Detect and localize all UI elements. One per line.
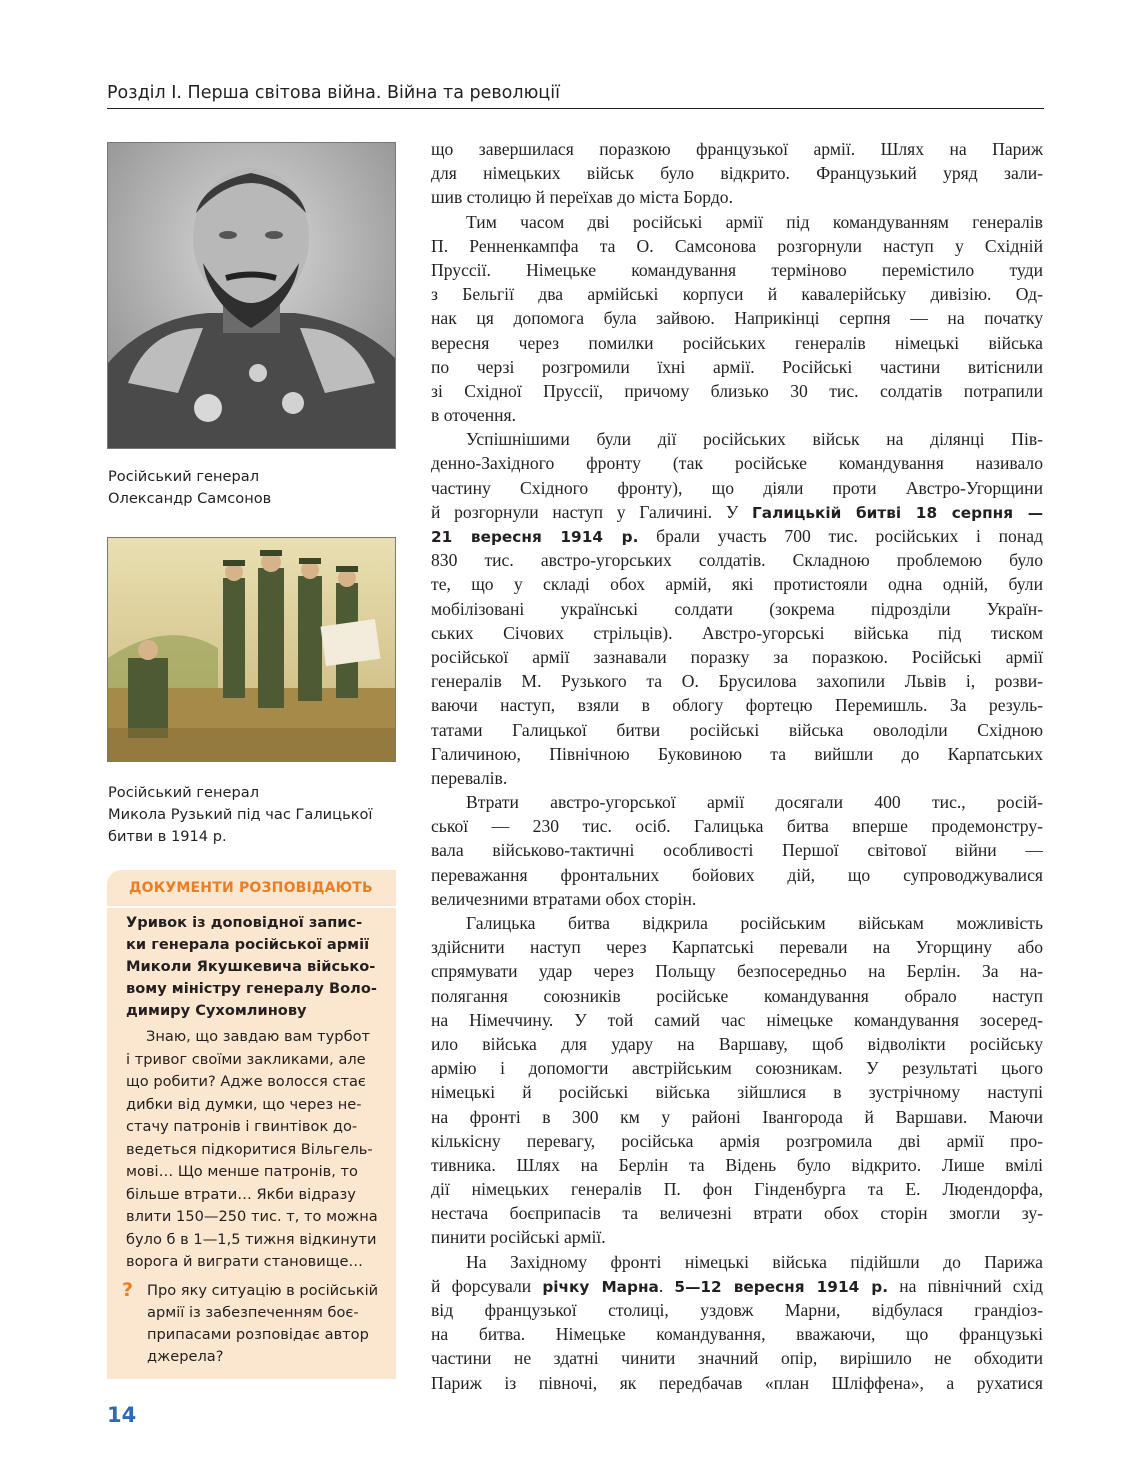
document-quote-line: більше втрати… Якби відразу	[126, 1185, 356, 1203]
text-segment: російської армії зазнавали поразку за поразкою. Російські армії	[431, 646, 1043, 667]
document-quote-line: Знаю, що завдаю вам турбот	[146, 1028, 371, 1045]
text-segment: ської — 230 тис. осіб. Галицька битва вперше продемонстру-	[431, 816, 1043, 837]
photo-samsonov-portrait	[107, 142, 396, 449]
document-quote-line: мові… Що менше патронів, то	[126, 1163, 358, 1180]
text-line	[431, 161, 1043, 185]
text-line	[431, 572, 1043, 596]
text-segment: денно-Західного фронту (так російське командування називало	[431, 453, 1043, 474]
text-segment: Успішнішими були дії російських військ на ділянці Пів-	[466, 429, 1043, 450]
text-segment: Тим часом дві російські армії під командуванням генералів	[466, 211, 1043, 232]
text-line	[431, 185, 1043, 209]
text-line	[431, 1008, 1043, 1032]
text-line	[431, 984, 1043, 1008]
text-line	[431, 1105, 1043, 1129]
battle-illustration-image	[108, 538, 395, 761]
document-title-line: Уривок із доповідної запис-	[126, 914, 363, 931]
document-title-line: димиру Сухомлинову	[126, 1002, 307, 1019]
emphasis-term: Галицькій битві 18 серпня —	[752, 503, 1043, 522]
text-line	[431, 234, 1043, 258]
caption-line: Російський генерал	[108, 468, 260, 485]
text-segment: що завершилася поразкою французької армії. Шлях на Париж	[431, 139, 1043, 159]
text-segment: й форсували	[431, 1275, 543, 1296]
caption-line: Микола Рузький під час Галицької	[108, 806, 373, 823]
text-segment: 830 тис. австро-угорських солдатів. Складною проблемою було	[431, 550, 1043, 571]
text-line	[431, 863, 1043, 887]
document-quote-line: що робити? Адже волосся стає	[126, 1073, 366, 1090]
text-line	[431, 669, 1043, 693]
text-line	[431, 1346, 1043, 1370]
text-segment: частину Східного фронту), що діяли проти Австро-Угорщини	[431, 477, 1043, 498]
page-number: 14	[107, 1403, 137, 1427]
text-line	[431, 451, 1043, 475]
text-line	[431, 766, 1043, 790]
text-segment: брали участь 700 тис. російських і понад	[638, 526, 1043, 546]
text-segment: нак ця допомога була зайвою. Наприкінці серпня — на початку	[431, 308, 1043, 329]
text-segment: татами Галицької битви російські війська оволоділи Східною	[431, 719, 1043, 740]
text-segment: Галичиною, Північною Буковиною та вийшли до Карпатських	[431, 743, 1043, 764]
document-title	[126, 912, 391, 1022]
text-segment: частини не здатні чинити значний опір, вирішило не обходити	[431, 1348, 1043, 1369]
text-segment: для німецьких військ було відкрито. Французький уряд зали-	[431, 163, 1043, 184]
text-line	[431, 718, 1043, 742]
text-segment: й розгорнули наступ у Галичині. У	[431, 501, 752, 522]
document-question-line: армії із забезпеченням боє-	[147, 1304, 359, 1321]
document-quote-line: було б в 1—1,5 тижня відкинути	[126, 1230, 377, 1248]
text-line	[431, 1274, 1043, 1298]
text-segment: від французької столиці, уздовж Марни, відбулася грандіоз-	[431, 1300, 1043, 1320]
caption-ruzsky	[108, 782, 398, 848]
text-segment: шив столицю й переїхав до міста Бордо.	[431, 187, 733, 208]
document-title-line: ки генерала російської армії	[126, 936, 370, 953]
text-segment: нестача боєприпасів та величезні втрати обох сторін змогли зу-	[431, 1203, 1043, 1224]
document-quote-line: стачу патронів і гвинтівок до-	[126, 1118, 358, 1135]
text-segment: пинити російські армії.	[431, 1227, 606, 1248]
text-line	[431, 1153, 1043, 1177]
text-line	[431, 500, 1043, 524]
text-line	[431, 476, 1043, 500]
text-line	[431, 548, 1043, 572]
text-segment: те, що у складі обох армій, які протистояли одна одній, були	[431, 574, 1043, 595]
text-segment: вала військово-тактичні особливості Першої світової війни —	[431, 840, 1043, 861]
document-question	[147, 1280, 392, 1368]
text-line	[431, 790, 1043, 814]
text-line	[431, 1080, 1043, 1104]
text-segment: по черзі розгромили їхні армії. Російські частини витіснили	[431, 356, 1043, 377]
text-segment: ських Січових стрільців). Австро-угорські війська під тиском	[431, 622, 1043, 643]
text-segment: німецькі й російські війська зійшлися в зустрічному наступі	[431, 1082, 1043, 1103]
text-line	[431, 524, 1043, 548]
text-segment: на Німеччину. У той самий час німецьке командування зосеред-	[431, 1009, 1043, 1030]
text-line	[431, 210, 1043, 234]
text-segment: армію і допомогти австрійським союзникам. У результаті цього	[431, 1058, 1043, 1079]
text-segment: ило війська для удару на Варшаву, щоб відволікти російську	[431, 1033, 1043, 1054]
text-line	[431, 258, 1043, 282]
text-line	[431, 597, 1043, 621]
text-line	[431, 137, 1043, 161]
text-line	[431, 1250, 1043, 1274]
text-line	[431, 403, 1043, 427]
document-quote-line: ворога й виграти становище…	[126, 1253, 364, 1270]
text-line	[431, 1225, 1043, 1249]
text-line	[431, 887, 1043, 911]
illustration-ruzsky-galicia	[107, 537, 396, 762]
text-segment: ваючи наступ, взяли в облогу фортецю Перемишль. За резуль-	[431, 695, 1043, 716]
text-line	[431, 814, 1043, 838]
document-question-line: припасами розповідає автор	[147, 1326, 369, 1343]
text-line	[431, 379, 1043, 403]
text-segment: кількісну перевагу, російська армія розгромила дві армії про-	[431, 1130, 1043, 1151]
text-segment: переважання фронтальних бойових дій, що супроводжувалися	[431, 864, 1043, 885]
text-line	[431, 693, 1043, 717]
text-segment: П. Ренненкампфа та О. Самсонова розгорнули наступ у Східній	[431, 235, 1043, 256]
text-line	[431, 1177, 1043, 1201]
text-line	[431, 838, 1043, 862]
text-line	[431, 645, 1043, 669]
text-line	[431, 427, 1043, 451]
document-quote-line: дибки від думки, що через не-	[126, 1095, 362, 1113]
document-title-line: Миколи Якушкевича військо-	[126, 958, 376, 975]
text-segment: полягання союзників російське командування обрало наступ	[431, 985, 1043, 1006]
text-line	[431, 1056, 1043, 1080]
text-segment: вересня через помилки російських генералів німецькі війська	[431, 332, 1043, 353]
document-question-line: Про яку ситуацію в російській	[147, 1282, 379, 1299]
text-segment: Пруссії. Німецьке командування терміново перемістило туди	[431, 259, 1043, 280]
text-line	[431, 935, 1043, 959]
question-icon: ?	[122, 1279, 134, 1301]
text-segment: зі Східної Пруссії, причому близько 30 тис. солдатів потрапили	[431, 380, 1043, 401]
caption-line: Російський генерал	[108, 784, 260, 801]
text-segment: тивника. Шлях на Берлін та Відень було відкрито. Лише вмілі	[431, 1154, 1043, 1175]
documents-box	[107, 870, 396, 1379]
text-line	[431, 621, 1043, 645]
text-segment: мобілізовані українські солдати (зокрема підрозділи Україн-	[431, 598, 1043, 619]
text-segment: Париж із півночі, як передбачав «план Шліффена», а рухатися	[431, 1372, 1043, 1393]
text-segment: величезними втратами обох сторін.	[431, 888, 697, 909]
text-segment: На Західному фронті німецькі війська підійшли до Парижа	[466, 1251, 1043, 1272]
text-line	[431, 742, 1043, 766]
text-segment: Втрати австро-угорської армії досягали 400 тис., росій-	[466, 792, 1043, 813]
text-segment: на битва. Німецьке командування, вважаючи, що французькі	[431, 1324, 1043, 1345]
main-text-column	[431, 137, 1043, 1395]
text-line	[431, 959, 1043, 983]
text-line	[431, 1201, 1043, 1225]
document-title-line: вому міністру генералу Воло-	[126, 980, 377, 997]
text-segment: Галицька битва відкрила російським військам можливість	[466, 913, 1043, 933]
emphasis-term: річку Марна	[542, 1277, 659, 1296]
emphasis-term: 21 вересня 1914 р.	[431, 528, 639, 546]
text-line	[431, 1032, 1043, 1056]
text-line	[431, 282, 1043, 306]
text-line	[431, 1129, 1043, 1153]
text-segment: здійснити наступ через Карпатські перевали на Угорщину або	[431, 937, 1043, 958]
text-line	[431, 1371, 1043, 1395]
text-segment: .	[658, 1275, 675, 1296]
text-segment: в оточення.	[431, 405, 517, 426]
running-header: Розділ І. Перша світова війна. Війна та революції	[107, 80, 1044, 109]
caption-line: Олександр Самсонов	[108, 490, 272, 507]
text-line	[431, 355, 1043, 379]
text-segment: на північний схід	[888, 1275, 1043, 1296]
document-question-line: джерела?	[147, 1348, 224, 1365]
document-quote-line: влити 150—250 тис. т, то можна	[126, 1208, 378, 1225]
text-segment: дії німецьких генералів П. фон Гінденбурга та Е. Людендорфа,	[431, 1179, 1043, 1200]
text-segment: з Бельгії два армійські корпуси й кавалерійську дивізію. Од-	[431, 284, 1043, 305]
text-line	[431, 1298, 1043, 1322]
text-segment: спрямувати удар через Польщу безпосередньо на Берлін. За на-	[431, 961, 1043, 982]
text-line	[431, 1322, 1043, 1346]
document-quote	[126, 1026, 391, 1274]
text-line	[431, 306, 1043, 330]
document-quote-line: ведеться підкоритися Вільгель-	[126, 1140, 373, 1158]
documents-box-header: ДОКУМЕНТИ РОЗПОВІДАЮТЬ	[129, 880, 373, 896]
document-quote-line: і тривог своїми закликами, але	[126, 1050, 366, 1068]
text-segment: перевалів.	[431, 767, 508, 788]
portrait-image	[108, 143, 395, 448]
text-segment: на фронті в 300 км у районі Івангорода й Варшави. Маючи	[431, 1106, 1043, 1127]
caption-line: битви в 1914 р.	[108, 828, 227, 845]
text-segment: генералів М. Рузького та О. Брусилова захопили Львів і, розви-	[431, 671, 1043, 692]
text-line	[431, 331, 1043, 355]
emphasis-term: 5—12 вересня 1914 р.	[674, 1277, 889, 1296]
caption-samsonov	[108, 466, 398, 510]
documents-box-divider	[107, 906, 396, 908]
text-line	[431, 911, 1043, 935]
